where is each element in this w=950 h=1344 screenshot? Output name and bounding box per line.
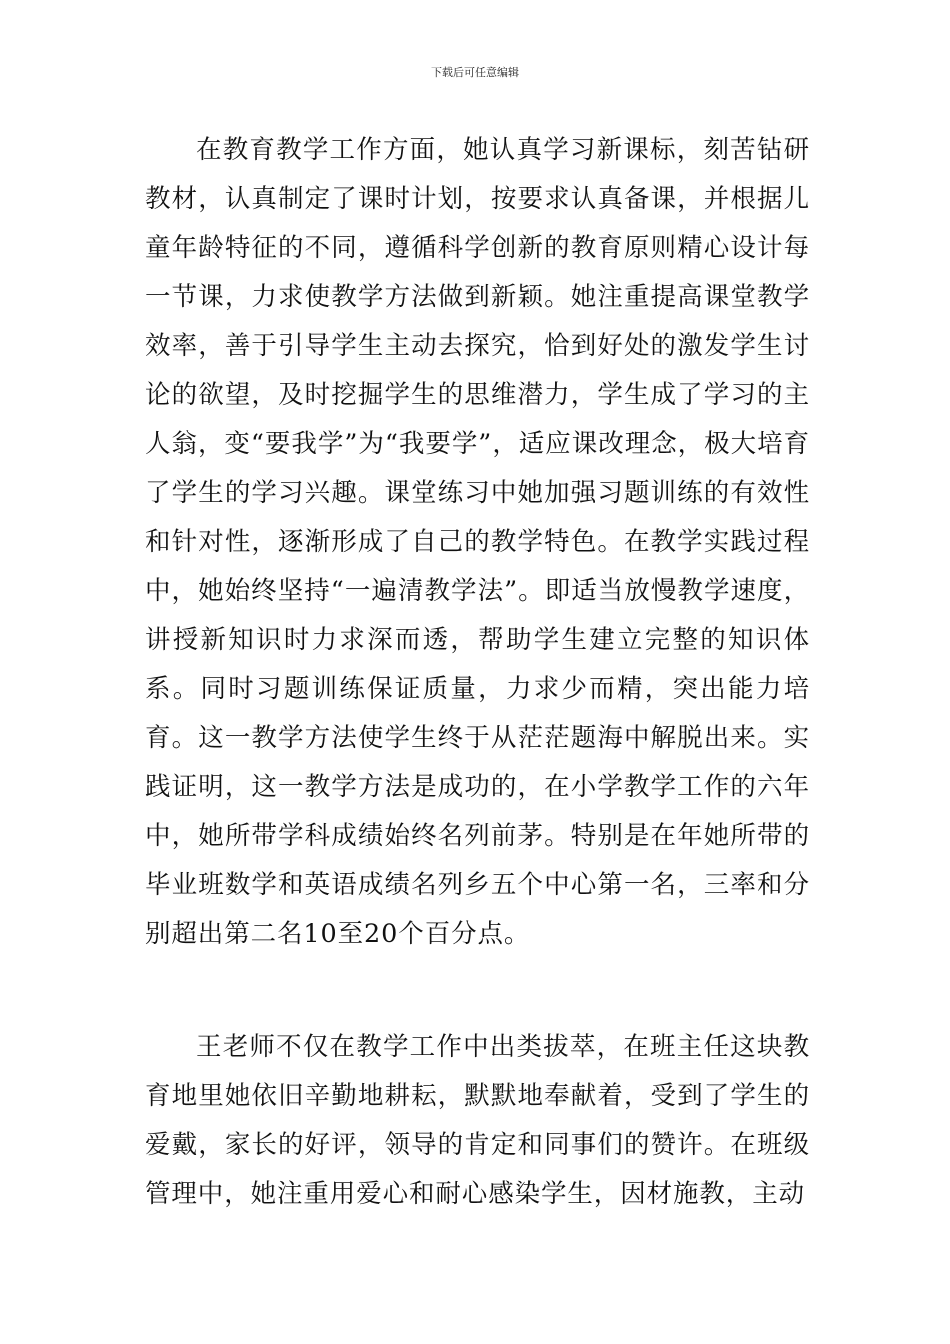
body-paragraph-teaching: 在教育教学工作方面，她认真学习新课标，刻苦钻研教材，认真制定了课时计划，按要求认真备课，并根据儿童年龄特征的不同，遵循科学创新的教育原则精心设计每一节课，力求使教学方法做到新颖。她注重提高课堂教学效率，善于引导学生主动去探究，恰到好处的激发学生讨论的欲望，及时挖掘学生的思维潜力，学生成了学习的主人翁，变“要我学”为“我要学”，适应课改理念，极大培育了学生的学习兴趣。课堂练习中她加强习题训练的有效性和针对性，逐渐形成了自己的教学特色。在教学实践过程中，她始终坚持“一遍清教学法”。即适当放慢教学速度，讲授新知识时力求深而透，帮助学生建立完整的知识体系。同时习题训练保证质量，力求少而精，突出能力培育。这一教学方法使学生终于从茫茫题海中解脱出来。实践证明，这一教学方法是成功的，在小学教学工作的六年中，她所带学科成绩始终名列前茅。特别是在年她所带的毕业班数学和英语成绩名列乡五个中心第一名，三率和分别超出第二名10至20个百分点。 (145, 135, 810, 949)
page-header: 下载后可任意编辑 (431, 66, 519, 79)
body-paragraph-class-management: 王老师不仅在教学工作中出类拔萃，在班主任这块教育地里她依旧辛勤地耕耘，默默地奉献着，受到了学生的爱戴，家长的好评，领导的肯定和同事们的赞许。在班级管理中，她注重用爱心和耐心感染学生，因材施教，主动 (145, 1032, 810, 1209)
